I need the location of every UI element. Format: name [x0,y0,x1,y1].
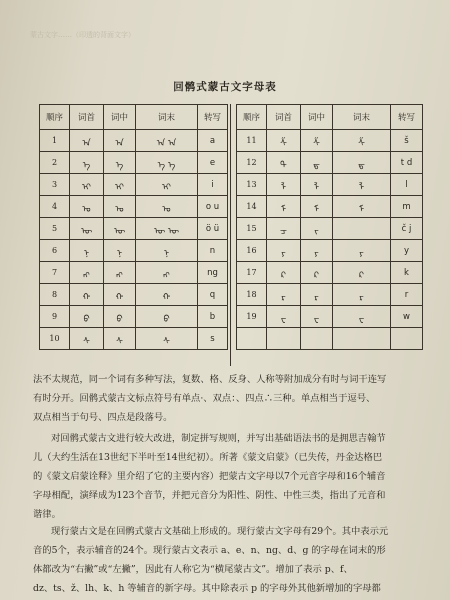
medial-form: ᠬ [104,284,136,306]
medial-form: ᠰ [104,328,136,350]
table-row [40,196,228,218]
header-medial: 词中 [104,105,136,130]
header-medial: 词中 [301,105,333,130]
table-row [40,152,228,174]
paragraph-line: 儿（大约生活在13世纪下半叶至14世纪初）。所著《蒙文启蒙》（已失传，丹金达格巴 [33,452,383,463]
table-row [40,218,228,240]
table-header-row [237,105,423,130]
transliteration: č j [391,218,423,240]
medial-form: ᠺ [301,262,333,284]
transliteration: e [198,152,228,174]
transliteration: l [391,174,423,196]
row-number: 17 [237,262,267,284]
transliteration [391,328,423,350]
paragraph-line: 字母相配，演绎成为123个音节，并把元音分为阳性、阴性、中性三类，指出了元音和 [33,490,386,501]
medial-form: ᠨ [104,240,136,262]
initial-form: ᠱ [267,130,301,152]
initial-form: ᠢ [70,174,104,196]
paragraph-3 [33,522,425,598]
initial-form: ᠬ [70,284,104,306]
transliteration: k [391,262,423,284]
header-initial: 词首 [267,105,301,130]
table-title: 回鹘式蒙古文字母表 [173,81,277,93]
final-form [333,218,391,240]
final-form [333,328,391,350]
table-row [237,262,423,284]
medial-form: ᠩ [104,262,136,284]
table-header-row [40,105,228,130]
final-form: ᠺ [333,262,391,284]
initial-form: ᠠ [70,130,104,152]
paragraph-line: 谐律。 [33,509,61,520]
table-row [237,196,423,218]
bleed-through-text: 蒙古文字……（印透的背面文字） [30,31,135,39]
medial-form: ᠣ [104,196,136,218]
final-form: ᠥ ᠥ [136,218,198,240]
initial-form: ᠥ [70,218,104,240]
transliteration: r [391,284,423,306]
table-row [237,240,423,262]
table-row [40,240,228,262]
header-initial: 词首 [70,105,104,130]
transliteration: t d [391,152,423,174]
final-form: ᠷ [333,284,391,306]
transliteration: o u [198,196,228,218]
initial-form: ᠡ [70,152,104,174]
final-form: ᠢ [136,174,198,196]
initial-form [267,328,301,350]
transliteration: m [391,196,423,218]
final-form: ᠯ [333,174,391,196]
paragraph-line: 音的5个，表示辅音的24个。现行蒙古文表示 a、e、n、ng、d、g 的字母在词末的形 [33,545,386,556]
header-order: 顺序 [40,105,70,130]
final-form: ᠬ [136,284,198,306]
paragraph-line: 法不太规范，同一个词有多种写法，复数、格、反身、人称等附加成分有时与词干连写 [33,374,387,385]
header-final: 词末 [136,105,198,130]
paragraph-2 [33,429,425,524]
final-form: ᠰ [136,328,198,350]
row-number: 8 [40,284,70,306]
row-number: 6 [40,240,70,262]
row-number: 14 [237,196,267,218]
final-form: ᠱ [333,130,391,152]
medial-form: ᠮ [301,196,333,218]
alphabet-table-left [39,104,228,350]
table-row [237,328,423,350]
row-number: 4 [40,196,70,218]
row-number: 18 [237,284,267,306]
header-transliteration: 转写 [198,105,228,130]
final-form: ᠣ [136,196,198,218]
row-number: 15 [237,218,267,240]
table-row [237,306,423,328]
row-number: 10 [40,328,70,350]
transliteration: i [198,174,228,196]
medial-form [301,328,333,350]
transliteration: s [198,328,228,350]
final-form: ᠡ ᠡ [136,152,198,174]
final-form: ᠶ [333,240,391,262]
paragraph-line: 有时分开。回鹘式蒙古文标点符号有单点·、双点：、四点∴三种。单点相当于逗号、 [33,393,376,404]
table-row [40,262,228,284]
medial-form: ᠡ [104,152,136,174]
table-row [237,218,423,240]
alphabet-table-right [236,104,423,350]
table-row [237,130,423,152]
initial-form: ᠲ [267,152,301,174]
paragraph-line: 双点相当于句号、四点是段落号。 [33,412,173,423]
medial-form: ᠠ [104,130,136,152]
medial-form: ᠱ [301,130,333,152]
row-number: 12 [237,152,267,174]
table-divider [230,104,231,366]
final-form: ᠠ ᠠ [136,130,198,152]
paragraph-1 [33,370,425,427]
initial-form: ᠺ [267,262,301,284]
medial-form: ᠸ [301,306,333,328]
initial-form: ᠶ [267,240,301,262]
table-row [237,284,423,306]
transliteration: w [391,306,423,328]
final-form: ᠮ [333,196,391,218]
row-number: 9 [40,306,70,328]
paragraph-line: dz、ts、ž、lh、k、h 等辅音的新字母。其中除表示 p 的字母外其他新增加的字母都 [33,583,381,594]
transliteration: q [198,284,228,306]
paragraph-line: 体都改为“右撇”或“左撇”，因此有人称它为“横尾蒙古文”。增加了表示 p、f、 [33,564,353,575]
table-row [40,328,228,350]
row-number: 1 [40,130,70,152]
table-row [40,174,228,196]
table-row [40,284,228,306]
initial-form: ᠨ [70,240,104,262]
final-form: ᠩ [136,262,198,284]
medial-form: ᠯ [301,174,333,196]
final-form: ᠪ [136,306,198,328]
transliteration: b [198,306,228,328]
initial-form: ᠪ [70,306,104,328]
medial-form: ᠢ [104,174,136,196]
table-row [40,306,228,328]
row-number: 11 [237,130,267,152]
header-transliteration: 转写 [391,105,423,130]
medial-form: ᠷ [301,284,333,306]
initial-form: ᠷ [267,284,301,306]
medial-form: ᠶ [301,240,333,262]
initial-form: ᠮ [267,196,301,218]
table-row [237,152,423,174]
row-number: 3 [40,174,70,196]
transliteration: ö ü [198,218,228,240]
initial-form: ᠣ [70,196,104,218]
initial-form: ᠰ [70,328,104,350]
transliteration: š [391,130,423,152]
transliteration: y [391,240,423,262]
paragraph-line: 的《蒙文启蒙诠释》里介绍了它的主要内容）把蒙古文字母以7个元音字母和16个辅音 [33,471,386,482]
initial-form: ᠯ [267,174,301,196]
row-number: 5 [40,218,70,240]
table-row [237,174,423,196]
medial-form: ᠪ [104,306,136,328]
paragraph-line: 现行蒙古文是在回鹘式蒙古文基础上形成的。现行蒙古文字母有29个。其中表示元 [51,526,389,537]
initial-form: ᠸ [267,306,301,328]
medial-form: ᠵ [301,218,333,240]
final-form: ᠳ [333,152,391,174]
row-number: 16 [237,240,267,262]
paragraph-line: 对回鹘式蒙古文进行较大改进，制定拼写规则，并写出基础语法书的是拥思吉翰节 [51,433,386,444]
row-number: 2 [40,152,70,174]
row-number: 7 [40,262,70,284]
header-order: 顺序 [237,105,267,130]
transliteration: a [198,130,228,152]
initial-form: ᠴ [267,218,301,240]
row-number: 13 [237,174,267,196]
final-form: ᠸ [333,306,391,328]
medial-form: ᠳ [301,152,333,174]
header-final: 词末 [333,105,391,130]
final-form: ᠨ [136,240,198,262]
transliteration: ng [198,262,228,284]
transliteration: n [198,240,228,262]
row-number: 19 [237,306,267,328]
medial-form: ᠥ [104,218,136,240]
initial-form: ᠩ [70,262,104,284]
table-row [40,130,228,152]
row-number [237,328,267,350]
